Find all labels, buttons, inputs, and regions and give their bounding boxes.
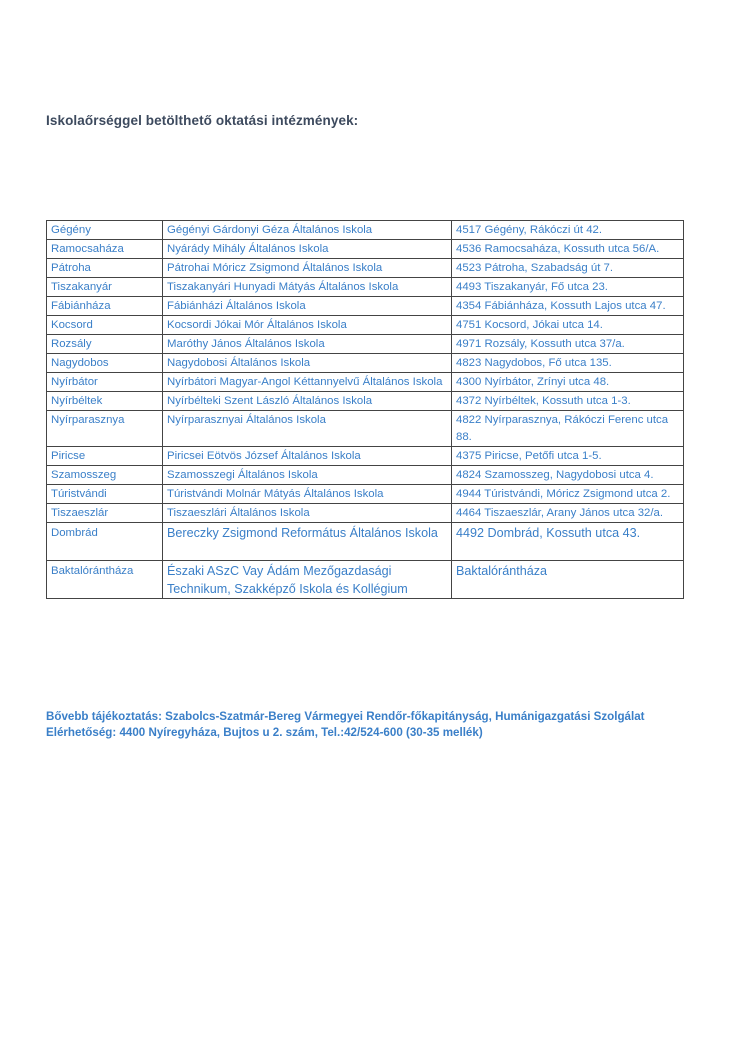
town-cell: Pátroha	[47, 259, 163, 278]
address-cell: 4493 Tiszakanyár, Fő utca 23.	[452, 278, 684, 297]
table-row	[47, 259, 684, 278]
address-cell: 4822 Nyírparasznya, Rákóczi Ferenc utca 88.	[452, 411, 684, 447]
address-cell: 4523 Pátroha, Szabadság út 7.	[452, 259, 684, 278]
address-cell: 4464 Tiszaeszlár, Arany János utca 32/a.	[452, 504, 684, 523]
town-cell: Szamosszeg	[47, 466, 163, 485]
table-row	[47, 240, 684, 259]
address-cell: 4944 Túristvándi, Móricz Zsigmond utca 2.	[452, 485, 684, 504]
address-cell: 4971 Rozsály, Kossuth utca 37/a.	[452, 335, 684, 354]
table-row	[47, 411, 684, 447]
town-cell: Kocsord	[47, 316, 163, 335]
school-cell: Kocsordi Jókai Mór Általános Iskola	[163, 316, 452, 335]
table-row	[47, 523, 684, 561]
town-cell: Nyírbátor	[47, 373, 163, 392]
table-row	[47, 466, 684, 485]
contact-info	[46, 709, 645, 741]
school-cell: Pátrohai Móricz Zsigmond Általános Iskola	[163, 259, 452, 278]
school-cell: Tiszakanyári Hunyadi Mátyás Általános Iskola	[163, 278, 452, 297]
address-cell: 4517 Gégény, Rákóczi út 42.	[452, 221, 684, 240]
table-row	[47, 447, 684, 466]
school-cell: Fábiánházi Általános Iskola	[163, 297, 452, 316]
address-cell: 4492 Dombrád, Kossuth utca 43.	[452, 523, 684, 561]
table-row	[47, 316, 684, 335]
table-row	[47, 297, 684, 316]
table-row	[47, 392, 684, 411]
town-cell: Nagydobos	[47, 354, 163, 373]
school-cell: Nyírbátori Magyar-Angol Kéttannyelvű Általános Iskola	[163, 373, 452, 392]
schools-table	[46, 220, 684, 599]
town-cell: Nyírparasznya	[47, 411, 163, 447]
address-cell: 4375 Piricse, Petőfi utca 1-5.	[452, 447, 684, 466]
town-cell: Rozsály	[47, 335, 163, 354]
town-cell: Baktalórántháza	[47, 561, 163, 599]
address-cell: Baktalórántháza	[452, 561, 684, 599]
address-cell: 4824 Szamosszeg, Nagydobosi utca 4.	[452, 466, 684, 485]
table-row	[47, 335, 684, 354]
town-cell: Fábiánháza	[47, 297, 163, 316]
address-cell: 4536 Ramocsaháza, Kossuth utca 56/A.	[452, 240, 684, 259]
more-info-line: Bővebb tájékoztatás: Szabolcs-Szatmár-Bereg Vármegyei Rendőr-főkapitányság, Humánigazgatási Szolgálat	[46, 710, 645, 723]
table-row	[47, 221, 684, 240]
address-cell: 4300 Nyírbátor, Zrínyi utca 48.	[452, 373, 684, 392]
town-cell: Gégény	[47, 221, 163, 240]
school-cell: Szamosszegi Általános Iskola	[163, 466, 452, 485]
school-cell: Gégényi Gárdonyi Géza Általános Iskola	[163, 221, 452, 240]
town-cell: Tiszakanyár	[47, 278, 163, 297]
table-row	[47, 504, 684, 523]
town-cell: Tiszaeszlár	[47, 504, 163, 523]
school-cell: Nyárády Mihály Általános Iskola	[163, 240, 452, 259]
table-row	[47, 373, 684, 392]
table-row	[47, 354, 684, 373]
address-cell: 4823 Nagydobos, Fő utca 135.	[452, 354, 684, 373]
address-cell: 4354 Fábiánháza, Kossuth Lajos utca 47.	[452, 297, 684, 316]
table-row	[47, 561, 684, 599]
school-cell: Bereczky Zsigmond Református Általános Iskola	[163, 523, 452, 561]
school-cell: Nyírbélteki Szent László Általános Iskola	[163, 392, 452, 411]
school-cell: Tiszaeszlári Általános Iskola	[163, 504, 452, 523]
contact-line: Elérhetőség: 4400 Nyíregyháza, Bujtos u 2. szám, Tel.:42/524-600 (30-35 mellék)	[46, 726, 483, 739]
school-cell: Északi ASzC Vay Ádám Mezőgazdasági Technikum, Szakképző Iskola és Kollégium	[163, 561, 452, 599]
school-cell: Nagydobosi Általános Iskola	[163, 354, 452, 373]
town-cell: Piricse	[47, 447, 163, 466]
address-cell: 4372 Nyírbéltek, Kossuth utca 1-3.	[452, 392, 684, 411]
page-title: Iskolaőrséggel betölthető oktatási intézmények:	[46, 113, 359, 128]
table-row	[47, 278, 684, 297]
town-cell: Dombrád	[47, 523, 163, 561]
school-cell: Maróthy János Általános Iskola	[163, 335, 452, 354]
table-row	[47, 485, 684, 504]
town-cell: Túristvándi	[47, 485, 163, 504]
address-cell: 4751 Kocsord, Jókai utca 14.	[452, 316, 684, 335]
school-cell: Nyírparasznyai Általános Iskola	[163, 411, 452, 447]
school-cell: Piricsei Eötvös József Általános Iskola	[163, 447, 452, 466]
school-cell: Túristvándi Molnár Mátyás Általános Iskola	[163, 485, 452, 504]
town-cell: Ramocsaháza	[47, 240, 163, 259]
town-cell: Nyírbéltek	[47, 392, 163, 411]
